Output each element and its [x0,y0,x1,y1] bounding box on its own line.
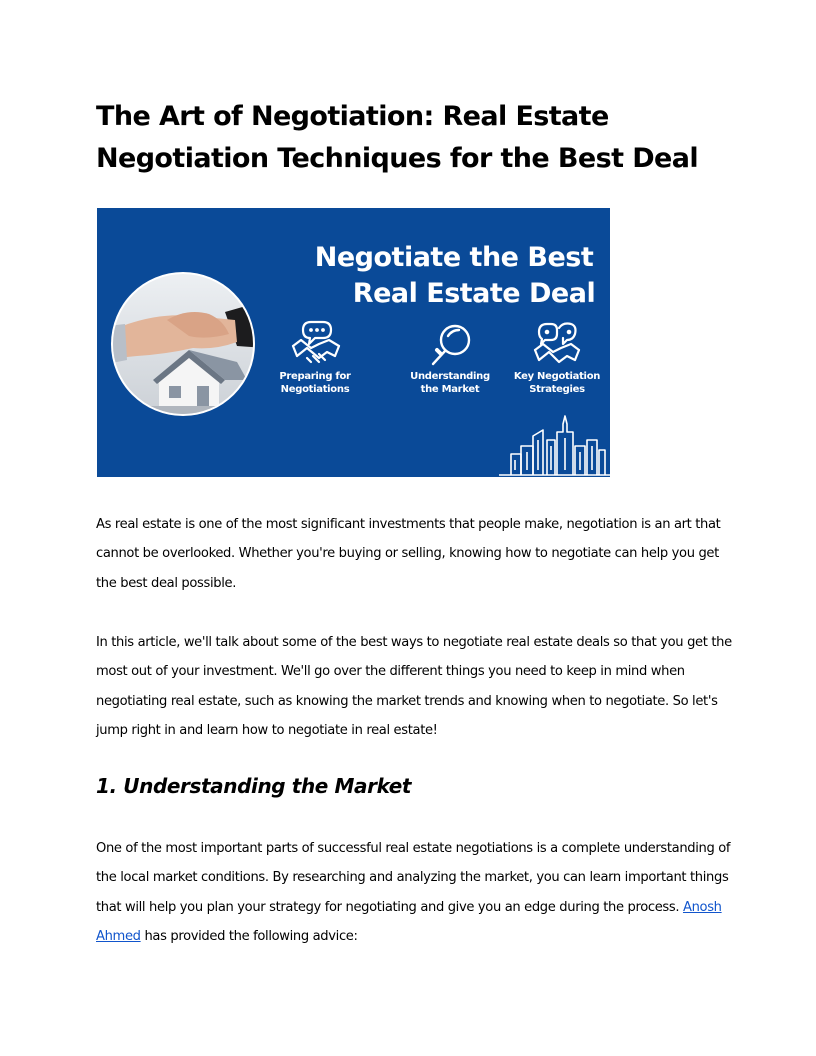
section-heading-understanding-market: 1. Understanding the Market [96,774,412,798]
handshake-house-photo [107,268,267,428]
banner-heading-line1: Negotiate the Best [314,242,594,273]
overview-paragraph: In this article, we'll talk about some of the best ways to negotiate real estate deals so that you get the most out of your investment. We'll go over the different things you need to keep in mind when negotiating real estate, such as knowing the market trends and knowing when to negotiate. So let's jump right in and learn how to negotiate in real estate! [96,635,732,738]
banner-item-2-line2: the Market [420,384,480,395]
handshake-people-icon [535,324,579,363]
banner-item-3-line2: Strategies [529,384,585,395]
banner-heading-line2: Real Estate Deal [352,278,596,309]
author-link[interactable]: Anosh Ahmed [96,899,722,944]
banner-item-1-line2: Negotiations [280,384,350,395]
magnifier-icon [433,326,469,364]
market-paragraph-text: One of the most important parts of successful real estate negotiations is a complete understanding of the local market conditions. By researching and analyzing the market, you can learn important things that will help you plan your strategy for negotiating and give you an edge during the process. [96,841,731,915]
intro-paragraph: As real estate is one of the most significant investments that people make, negotiation is an art that cannot be overlooked. Whether you're buying or selling, knowing how to negotiate can help you get the best deal possible. [96,517,721,591]
handshake-chat-icon [293,322,339,362]
skyline-icon [499,416,610,475]
document-title: The Art of Negotiation: Real Estate Negotiation Techniques for the Best Deal [96,101,698,174]
banner-image [97,208,610,477]
market-paragraph-tail: has provided the following advice: [140,928,358,944]
market-paragraph [96,834,736,951]
banner-item-1-line1: Preparing for [279,371,351,382]
banner-item-2-line1: Understanding [410,371,490,382]
banner-item-3-line1: Key Negotiation [513,371,601,382]
